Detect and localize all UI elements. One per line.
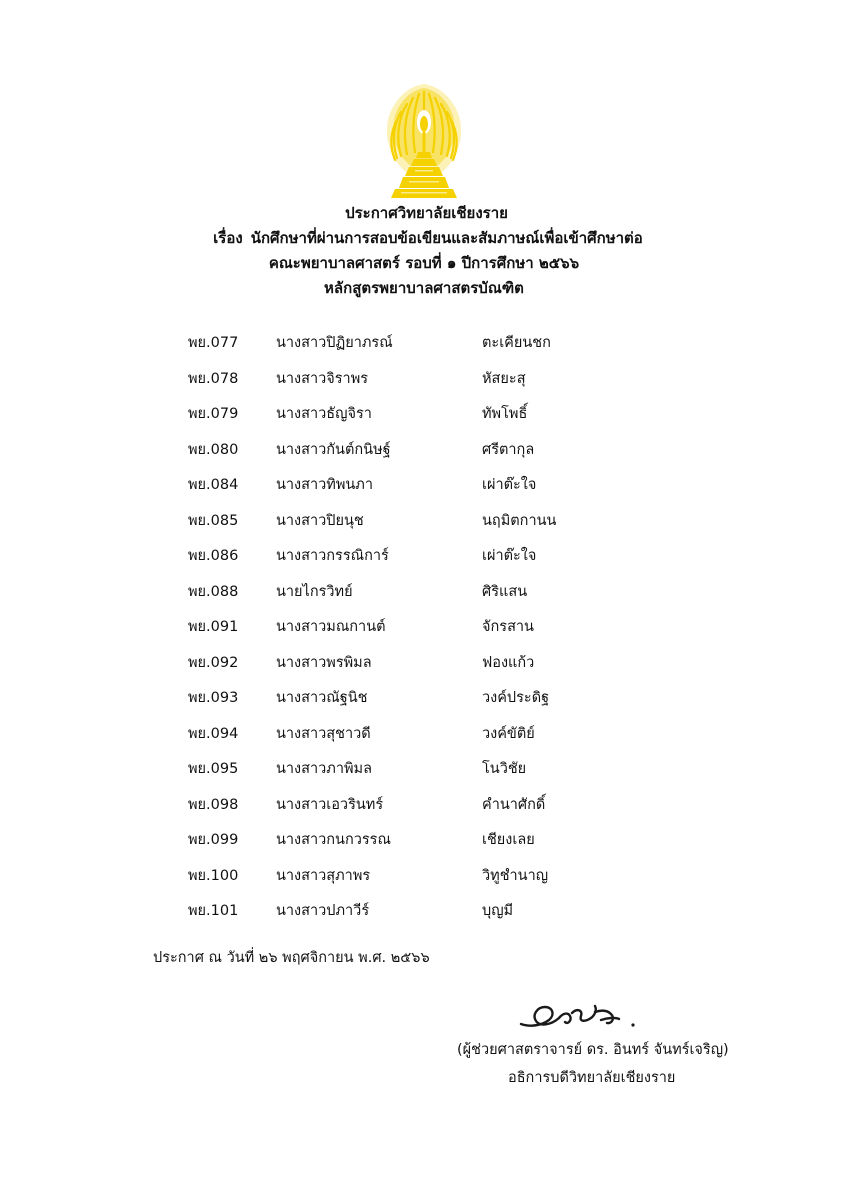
student-code: พย.098 [188, 796, 239, 813]
student-code: พย.079 [188, 406, 239, 422]
student-first-name: นางสาวสุชาวดี [276, 725, 371, 742]
student-code: พย.088 [188, 583, 239, 600]
list-item [0, 724, 848, 760]
list-item [0, 546, 848, 582]
student-last-name: ฟองแก้ว [482, 654, 535, 671]
list-item [0, 582, 848, 618]
list-item [0, 866, 848, 902]
announcement-header [0, 201, 848, 301]
list-item [0, 688, 848, 724]
student-last-name: ตะเคียนชก [482, 335, 551, 351]
student-first-name: นางสาวเอวรินทร์ [276, 796, 384, 813]
list-item [0, 653, 848, 689]
student-code: พย.080 [188, 441, 239, 458]
student-last-name: โนวิชัย [482, 761, 527, 777]
faculty-round-line: คณะพยาบาลศาสตร์ รอบที่ ๑ ปีการศึกษา ๒๕๖๖ [268, 254, 580, 272]
student-first-name: นายไกรวิทย์ [276, 583, 353, 600]
student-code: พย.091 [188, 619, 239, 635]
subject-label: เรื่อง [213, 229, 243, 247]
student-last-name: จักรสาน [482, 619, 534, 635]
student-last-name: เชียงเลย [482, 832, 535, 848]
student-first-name: นางสาวพรพิมล [276, 654, 372, 671]
student-last-name: เผ่าต๊ะใจ [482, 548, 537, 564]
student-code: พย.101 [188, 903, 239, 919]
student-code: พย.086 [188, 548, 239, 564]
student-last-name: นฤมิตกานน [482, 512, 557, 529]
student-last-name: หัสยะสุ [482, 370, 526, 387]
student-first-name: นางสาวปิยนุช [276, 512, 364, 529]
handwritten-signature [515, 998, 655, 1032]
list-item [0, 333, 848, 369]
student-first-name: นางสาวกันต์กนิษฐ์ [276, 441, 391, 458]
student-first-name: นางสาวภาพิมล [276, 761, 372, 777]
student-first-name: นางสาวณัฐนิช [276, 690, 368, 706]
student-last-name: คำนาศักดิ์ [482, 796, 546, 813]
list-item [0, 795, 848, 831]
student-last-name: วงค์ขัติย์ [482, 725, 535, 742]
student-code: พย.093 [188, 690, 239, 706]
student-code: พย.099 [188, 832, 239, 848]
announcement-date: ประกาศ ณ วันที่ ๒๖ พฤศจิกายน พ.ศ. ๒๕๖๖ [153, 950, 430, 966]
program-name: หลักสูตรพยาบาลศาสตรบัณฑิต [324, 279, 524, 297]
student-first-name: นางสาวมณกานต์ [276, 619, 386, 635]
student-first-name: นางสาวปภาวีร์ [276, 903, 370, 919]
student-first-name: นางสาวปิฏิยาภรณ์ [276, 335, 393, 351]
list-item [0, 759, 848, 795]
announcement-subject [0, 226, 848, 251]
list-item [0, 369, 848, 405]
student-last-name: ทัพโพธิ์ [482, 406, 528, 422]
signer-title: อธิการบดีวิทยาลัยเชียงราย [508, 1070, 676, 1086]
student-first-name: นางสาวธัญจิรา [276, 406, 372, 422]
student-first-name: นางสาวจิราพร [276, 370, 369, 387]
list-item [0, 830, 848, 866]
student-last-name: บุญมี [482, 903, 514, 919]
list-item [0, 475, 848, 511]
announcement-title: ประกาศวิทยาลัยเชียงราย [345, 204, 508, 222]
list-item [0, 404, 848, 440]
student-first-name: นางสาวทิพนภา [276, 477, 373, 493]
student-first-name: นางสาวกรรณิการ์ [276, 548, 389, 564]
list-item [0, 901, 848, 937]
chiang-rai-rajabhat-emblem-icon [385, 82, 463, 200]
student-first-name: นางสาวกนกวรรณ [276, 832, 391, 848]
student-last-name: ศรีตากุล [482, 441, 535, 458]
student-last-name: เผ่าต๊ะใจ [482, 477, 537, 493]
student-first-name: นางสาวสุภาพร [276, 867, 371, 884]
subject-text: นักศึกษาที่ผ่านการสอบข้อเขียนและสัมภาษณ์เพื่อเข้าศึกษาต่อ [250, 229, 643, 247]
student-code: พย.092 [188, 654, 239, 671]
student-last-name: ศิริแสน [482, 583, 528, 600]
student-last-name: วงค์ประดิฐ [482, 690, 550, 706]
list-item [0, 511, 848, 547]
student-code: พย.085 [188, 512, 239, 529]
student-code: พย.078 [188, 370, 239, 387]
signer-name: (ผู้ช่วยศาสตราจารย์ ดร. อินทร์ จันทร์เจริญ) [457, 1042, 729, 1058]
student-code: พย.084 [188, 477, 239, 493]
list-item [0, 440, 848, 476]
student-code: พย.100 [188, 867, 239, 884]
student-last-name: วิทูชำนาญ [482, 867, 549, 884]
list-item [0, 617, 848, 653]
student-code: พย.095 [188, 761, 239, 777]
student-code: พย.094 [188, 725, 239, 742]
student-list [0, 333, 848, 937]
student-code: พย.077 [188, 335, 239, 351]
